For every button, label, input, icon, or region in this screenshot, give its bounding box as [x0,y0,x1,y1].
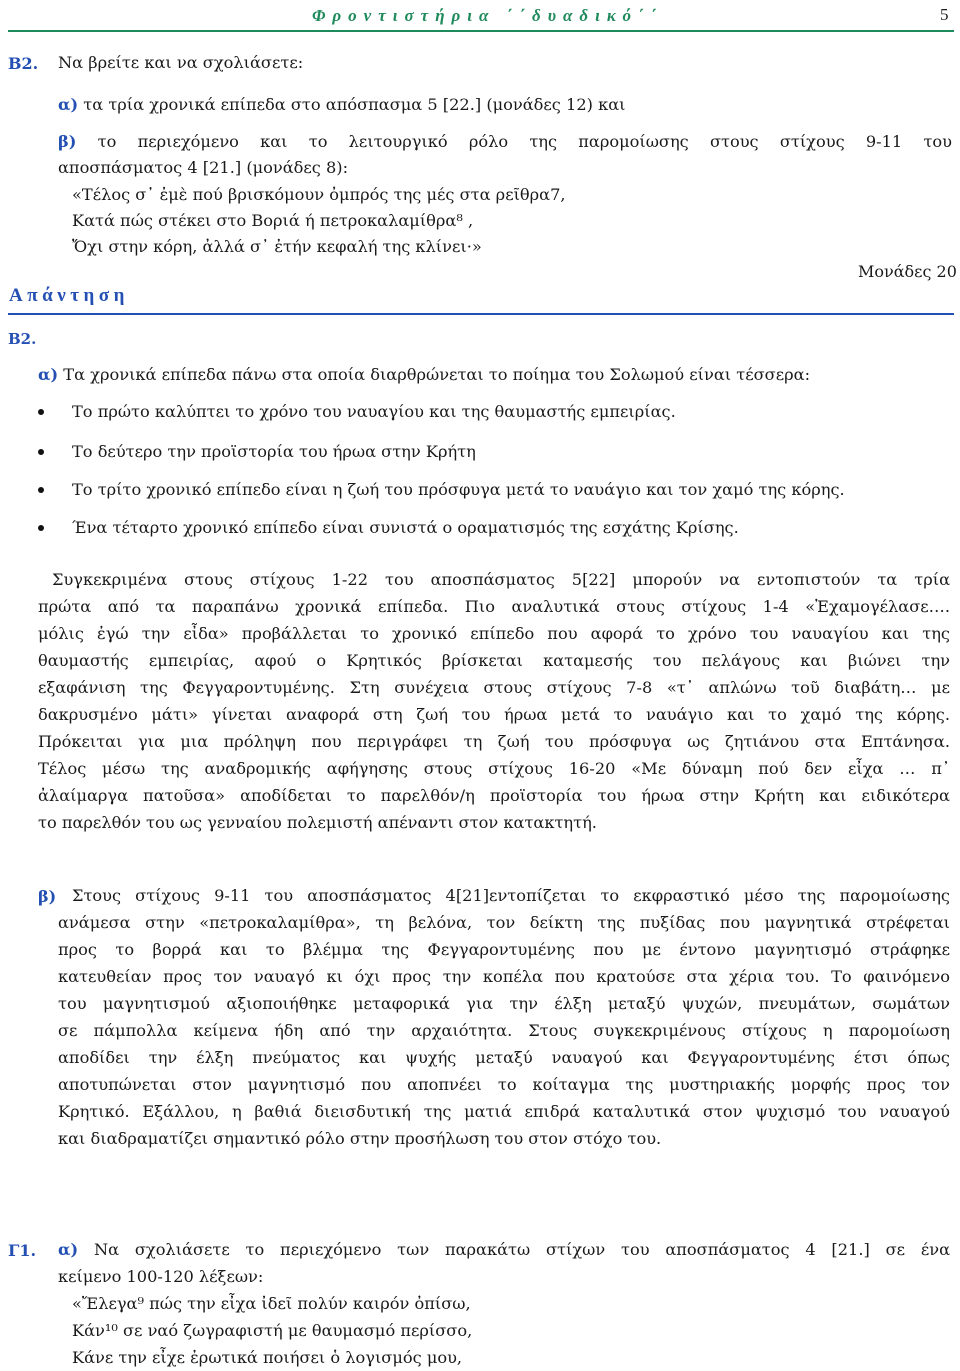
paragraph-line: θαυμαστής εμπειρίας, αφού ο Κρητικός βρίσκεται καταμεσής του πελάγους και βιώνει την [38,651,950,670]
poem-quote-line: Κάνε την εἶχε ἐρωτικά ποιήσει ὁ λογισμός μου, [72,1348,463,1367]
question-b2-part-b-line1 [58,129,952,155]
answer-b2-label: Β2. [8,330,37,348]
answer-b-label: β) [38,887,57,906]
bullet-dot [38,449,44,455]
page-number: 5 [940,5,949,24]
answer-heading: Απάντηση [9,285,129,306]
answer-b-line: αποτυπώνεται στον μαγνητισμό που αποπνέει το κοίταγμα της μυστηριακής μορφής προς τον [58,1075,950,1094]
answer-b-line: αποδίδει την έλξη πνεύματος και ψυχής μεταξύ ναυαγού και Φεγγαροντυμένης έτσι όπως [58,1048,950,1067]
g1-a-label: α) [58,1240,79,1259]
paragraph-line: πρώτα από τα παραπάνω χρονικά επίπεδα. Πιο αναλυτικά στους στίχους 1-4 «Ἐχαμογέλασε…. [38,597,950,616]
poem-quote-line: «Τέλος σ᾽ ἐμὲ πού βρισκόμουν ὀμπρός της μές στα ρεῖθρα7, [72,185,566,204]
paragraph-line: Συγκεκριμένα στους στίχους 1-22 του αποσπάσματος 5[22] μπορούν να εντοπιστούν τα τρία [52,570,950,589]
paragraph-line: Τέλος μέσω της αναδρομικής αφήγησης στους στίχους 16-20 «Με δύναμη πού δεν εἶχα … π᾽ [38,759,950,778]
bullet-dot [38,525,44,531]
answer-a-intro [38,362,810,388]
part-b-text-line1: το περιεχόμενο και το λειτουργικό ρόλο της παρομοίωσης στους στίχους 9-11 του [97,132,952,151]
question-g1-line1 [58,1237,950,1263]
answer-b-line: ανάμεσα στην «πετροκαλαμίθρα», τη βελόνα, τον δείκτη της πυξίδας που μαγνητικά στρέφεται [58,913,950,932]
answer-b-line: Στους στίχους 9-11 του αποσπάσματος 4[21]εντοπίζεται το εκφραστικό μέσο της παρομοίωσης [72,886,950,905]
page-header-title: Φροντιστήρια ΄΄δυαδικό΄΄ [312,6,664,25]
bullet-item: Το τρίτο χρονικό επίπεδο είναι η ζωή του πρόσφυγα μετά το ναυάγιο και τον χαμό της κόρης. [72,480,845,499]
paragraph-line: ἀλαίμαργα πατοῦσα» αποδίδεται το παρελθόν/η προϊστορία του ήρωα στην Κρήτη και ειδικότερα [38,786,950,805]
answer-b-line: σε πάμπολλα κείμενα ήδη από την αρχαιότητα. Στους συγκεκριμένους στίχους η παρομοίωση [58,1021,950,1040]
answer-divider [8,313,954,315]
part-a-label: α) [58,95,79,114]
paragraph-line: μόλις ἐγώ την εἶδα» προβάλλεται το χρονικό επίπεδο που αφορά το χρόνο του ναυαγίου και της [38,624,950,643]
paragraph-line: Πρόκειται για μια πρόληψη που περιγράφει τη ζωή του πρόσφυγα ως ζητιάνου στα Επτάνησα. [38,732,950,751]
header-divider [8,30,954,32]
bullet-dot [38,487,44,493]
answer-b-line: κατευθείαν προς τον ναυαγό κι όχι προς την κοπέλα που κρατούσε στα χέρια του. Το φαινόμενο [58,967,950,986]
g1-line1-text: Να σχολιάσετε το περιεχόμενο των παρακάτω στίχων του αποσπάσματος 4 [21.] σε ένα [93,1240,950,1259]
part-a-text: τα τρία χρονικά επίπεδα στο απόσπασμα 5 [22.] (μονάδες 12) και [83,95,626,114]
poem-quote-line: «Ἔλεγα⁹ πώς την εἶχα ἰδεῖ πολύν καιρόν ὀπίσω, [72,1294,471,1313]
poem-quote-line: Ὄχι στην κόρη, ἀλλά σ᾽ ἐτήν κεφαλή της κλίνει·» [72,237,482,256]
question-b2-part-a [58,92,625,118]
poem-quote-line: Κατά πώς στέκει στο Βοριά ή πετροκαλαμίθρα⁸ , [72,211,474,230]
answer-a-intro-text: Τα χρονικά επίπεδα πάνω στα οποία διαρθρώνεται το ποίημα του Σολωμού είναι τέσσερα: [63,365,811,384]
part-b-label: β) [58,132,77,151]
question-g1-label: Γ1. [8,1241,37,1260]
answer-a-label: α) [38,365,59,384]
question-g1-line2: κείμενο 100-120 λέξεων: [58,1267,264,1286]
question-b2-label: Β2. [8,54,39,73]
marks-label: Μονάδες 20 [858,262,957,281]
answer-b-line: προς το βορρά και το βλέμμα της Φεγγαροντυμένης που με έντονο μαγνητισμό στράφηκε [58,940,950,959]
answer-b-line: και διαδραματίζει σημαντικό ρόλο στην προσήλωση του στον στόχο του. [58,1129,662,1148]
answer-b-line: του μαγνητισμού αξιοποιήθηκε μεταφορικά για την έλξη μεταξύ ψυχών, πνευμάτων, σωμάτων [58,994,950,1013]
bullet-item: Ένα τέταρτο χρονικό επίπεδο είναι συνιστά ο οραματισμός της εσχάτης Κρίσης. [72,518,739,537]
paragraph-line: εξαφάνιση της Φεγγαροντυμένης. Στη συνέχεια στους στίχους 7-8 «τ᾽ απλώνω τοῦ διαβάτη… με [38,678,950,697]
paragraph-line: δακρυσμένο μάτι» γίνεται αναφορά στη ζωή του ήρωα μετά το ναυάγιο και το χαμό της κόρης. [38,705,950,724]
question-b2-part-b-line2: αποσπάσματος 4 [21.] (μονάδες 8): [58,158,349,177]
question-b2-intro: Να βρείτε και να σχολιάσετε: [58,53,304,72]
paragraph-line: το παρελθόν του ως γενναίου πολεμιστή απέναντι στον κατακτητή. [38,813,597,832]
poem-quote-line: Κάν¹⁰ σε ναό ζωγραφιστή με θαυμασμό περίσσο, [72,1321,473,1340]
answer-b-line: Κρητικό. Εξάλλου, η βαθιά διεισδυτική της ματιά επιδρά καταλυτικά στον ψυχισμό του ναυαγού [58,1102,950,1121]
bullet-item: Το δεύτερο την προϊστορία του ήρωα στην Κρήτη [72,442,476,461]
bullet-dot [38,409,44,415]
bullet-item: Το πρώτο καλύπτει το χρόνο του ναυαγίου και της θαυμαστής εμπειρίας. [72,402,676,421]
